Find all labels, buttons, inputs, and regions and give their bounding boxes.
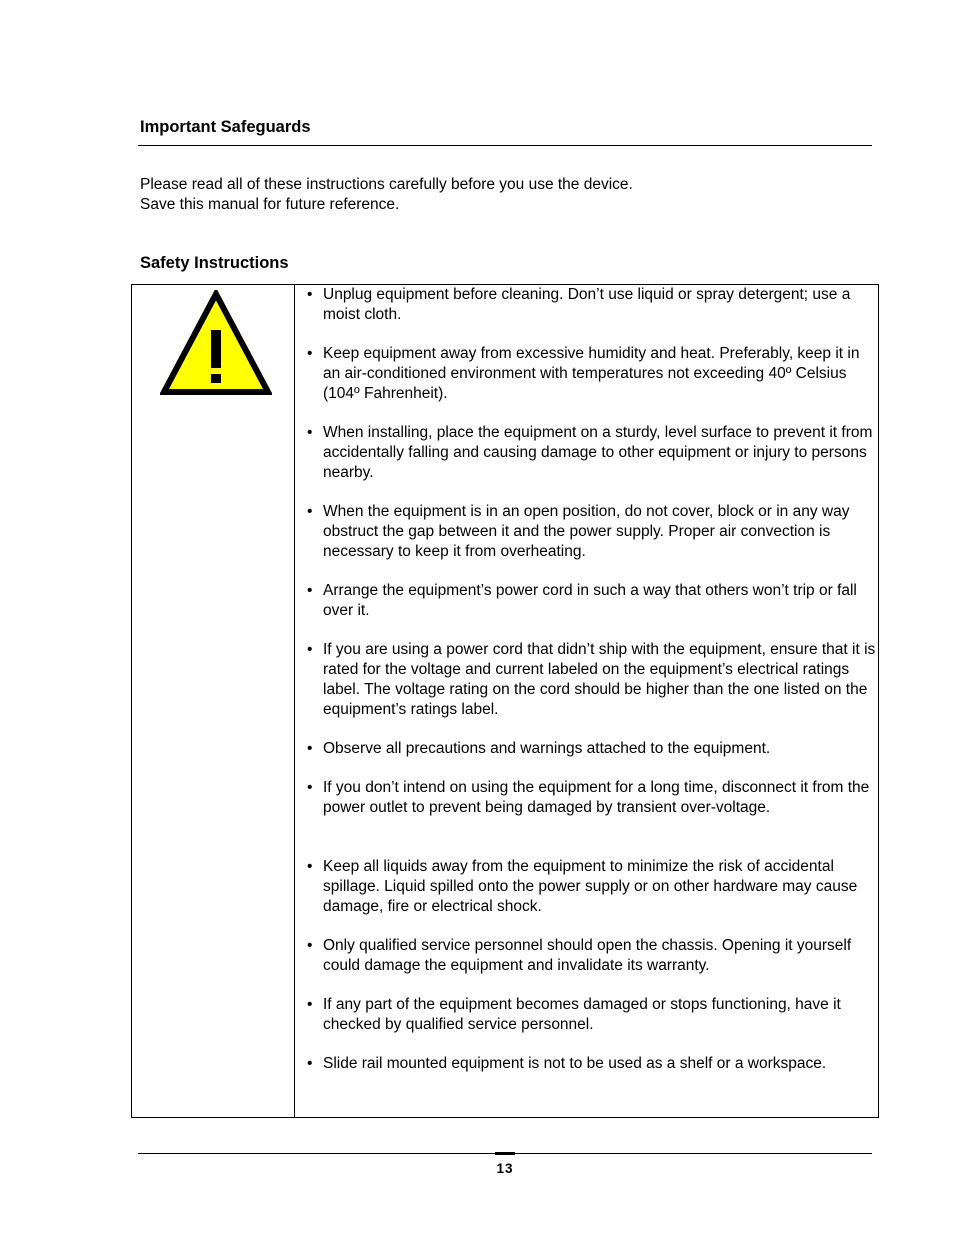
safety-list-item <box>295 1054 878 1074</box>
safety-item-text: When installing, place the equipment on a sturdy, level surface to prevent it from accidentally falling and causing damage to other equipment or injury to persons nearby. <box>323 424 873 481</box>
safety-item-text: Unplug equipment before cleaning. Don’t use liquid or spray detergent; use a moist cloth. <box>323 286 851 323</box>
bullet-icon: • <box>307 503 313 520</box>
bullet-icon: • <box>307 858 313 875</box>
safety-list-item <box>295 344 878 404</box>
safety-list-item <box>295 778 878 818</box>
warning-triangle-icon <box>160 290 272 396</box>
safety-item-text: If any part of the equipment becomes damaged or stops functioning, have it checked by qualified service personnel. <box>323 996 841 1033</box>
safety-item-text: When the equipment is in an open position, do not cover, block or in any way obstruct the gap between it and the power supply. Proper air convection is necessary to keep it from overheating. <box>323 503 850 560</box>
safety-instructions-title: Safety Instructions <box>140 254 289 272</box>
safety-list-item <box>295 995 878 1035</box>
safety-item-text: If you don’t intend on using the equipment for a long time, disconnect it from the power outlet to prevent being damaged by transient over-voltage. <box>323 779 870 816</box>
safety-list-item <box>295 936 878 976</box>
safety-item-text: Only qualified service personnel should open the chassis. Opening it yourself could damage the equipment and invalidate its warranty. <box>323 937 852 974</box>
safety-instructions-table <box>131 284 879 1118</box>
bullet-icon: • <box>307 779 313 796</box>
safety-list-item <box>295 423 878 483</box>
bullet-icon: • <box>307 740 313 757</box>
section-title: Important Safeguards <box>140 118 311 136</box>
intro-line-1: Please read all of these instructions carefully before you use the device. <box>140 176 633 193</box>
warning-icon-cell <box>132 285 295 1117</box>
header-divider <box>138 145 872 146</box>
safety-item-text: If you are using a power cord that didn’t ship with the equipment, ensure that it is rated for the voltage and current labeled on the equipment’s electrical ratings label. The voltage rating on the cord should be higher than the one listed on the equipment’s ratings label. <box>323 641 876 718</box>
bullet-icon: • <box>307 996 313 1013</box>
intro-line-2: Save this manual for future reference. <box>140 196 400 213</box>
safety-item-text: Keep equipment away from excessive humidity and heat. Preferably, keep it in an air-conditioned environment with temperatures not exceeding 40º Celsius (104º Fahrenheit). <box>323 345 860 402</box>
bullet-icon: • <box>307 641 313 658</box>
safety-list-item <box>295 739 878 759</box>
safety-list-item <box>295 285 878 325</box>
safety-item-text: Arrange the equipment’s power cord in such a way that others won’t trip or fall over it. <box>323 582 857 619</box>
bullet-icon: • <box>307 286 313 303</box>
intro-text <box>140 175 633 215</box>
bullet-icon: • <box>307 345 313 362</box>
page-number-tab <box>495 1152 515 1155</box>
bullet-icon: • <box>307 582 313 599</box>
safety-list-item <box>295 581 878 621</box>
safety-item-text: Slide rail mounted equipment is not to be used as a shelf or a workspace. <box>323 1055 827 1072</box>
bullet-icon: • <box>307 937 313 954</box>
bullet-icon: • <box>307 424 313 441</box>
safety-item-text: Observe all precautions and warnings attached to the equipment. <box>323 740 771 757</box>
safety-list-cell <box>295 285 878 1117</box>
safety-item-text: Keep all liquids away from the equipment to minimize the risk of accidental spillage. Liquid spilled onto the power supply or on other hardware may cause damage, fire or electrical shock. <box>323 858 858 915</box>
safety-list-item <box>295 502 878 562</box>
bullet-icon: • <box>307 1055 313 1072</box>
page-number: 13 <box>496 1161 514 1176</box>
safety-list-item <box>295 640 878 720</box>
safety-list-item <box>295 857 878 917</box>
